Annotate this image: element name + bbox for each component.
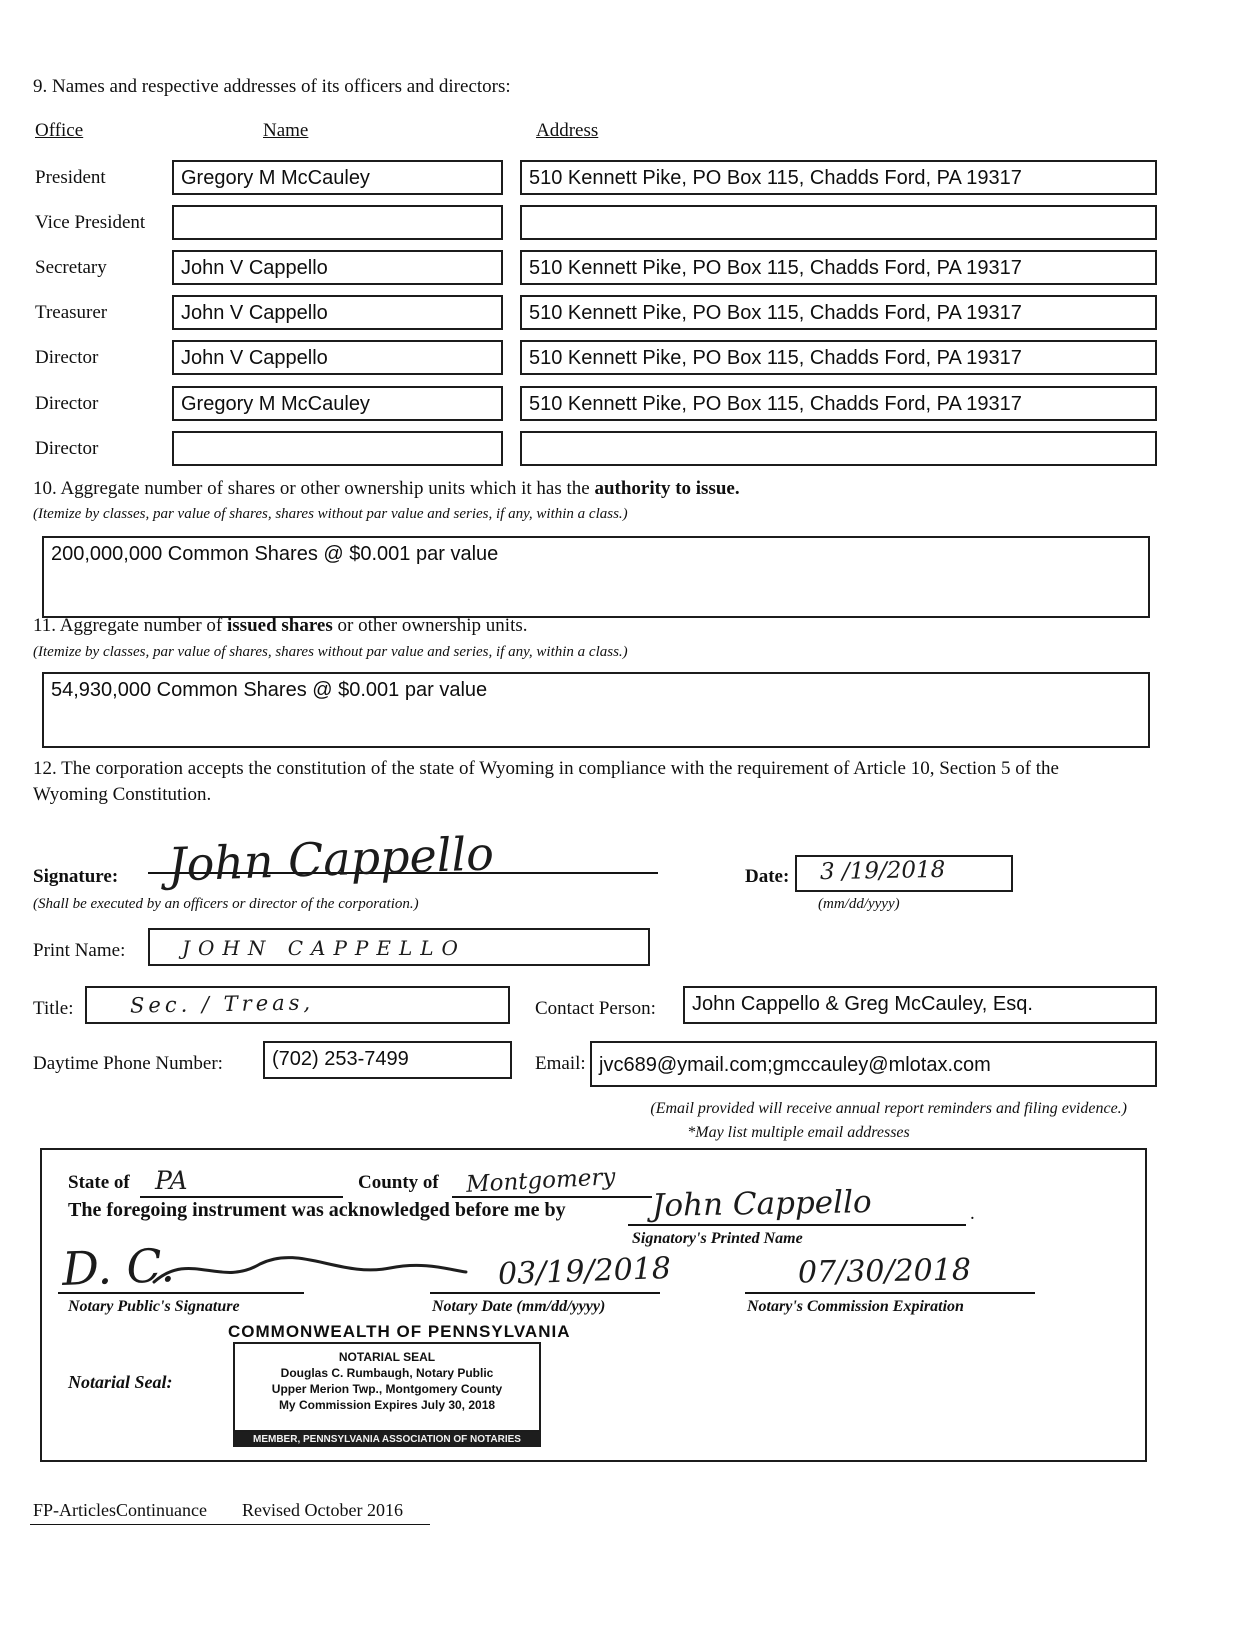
acknowledged-name-handwritten: John Cappello: [651, 1184, 872, 1224]
commonwealth-line: COMMONWEALTH OF PENNSYLVANIA: [228, 1322, 571, 1341]
issued-shares-field: [42, 672, 1150, 748]
signature-handwritten: John Cappello: [167, 826, 495, 892]
officer-office-label: Vice President: [35, 212, 146, 233]
officer-address-value: 510 Kennett Pike, PO Box 115, Chadds Ford, PA 19317: [529, 257, 1022, 279]
seal-line4: My Commission Expires July 30, 2018: [278, 1398, 496, 1412]
officer-name-value: John V Cappello: [181, 347, 328, 369]
officer-address-field: [520, 160, 1157, 195]
acknowledgment-text: The foregoing instrument was acknowledged before me by: [68, 1199, 566, 1221]
officer-address-value: 510 Kennett Pike, PO Box 115, Chadds Ford, PA 19317: [529, 393, 1022, 415]
officer-office-label: Director: [35, 347, 99, 368]
date-label: Date:: [745, 866, 790, 887]
seal-member-strip: MEMBER, PENNSYLVANIA ASSOCIATION OF NOTARIES: [233, 1432, 541, 1447]
acknowledged-name-line: [628, 1224, 966, 1226]
officer-address-value: 510 Kennett Pike, PO Box 115, Chadds Ford, PA 19317: [529, 347, 1022, 369]
signature-note: (Shall be executed by an officers or director of the corporation.): [33, 896, 419, 912]
state-handwritten: PA: [155, 1166, 188, 1195]
seal-line3: Upper Merion Twp., Montgomery County: [271, 1382, 503, 1396]
signature-label: Signature:: [33, 866, 119, 887]
acknowledgment-period: .: [970, 1203, 975, 1224]
officer-address-field: [520, 386, 1157, 421]
notary-signature-scrawl: D. C.: [61, 1238, 176, 1296]
officer-name-value: [174, 207, 501, 213]
column-header-address: Address: [536, 120, 599, 141]
section10-heading-bold: authority to issue.: [594, 478, 740, 499]
county-of-label: County of: [358, 1172, 439, 1193]
date-format-note: (mm/dd/yyyy): [818, 896, 900, 912]
officer-name-field: [172, 250, 503, 285]
officer-name-value: John V Cappello: [181, 302, 328, 324]
section12-text: 12. The corporation accepts the constitution of the state of Wyoming in compliance with the requirement of Article 10, Section 5 of the Wyoming Constitution.: [33, 758, 1059, 805]
email-label: Email:: [535, 1053, 586, 1074]
officer-name-value: [174, 433, 501, 439]
contact-person-label: Contact Person:: [535, 998, 656, 1019]
seal-line2: Douglas C. Rumbaugh, Notary Public: [280, 1366, 494, 1380]
authorized-shares-value: 200,000,000 Common Shares @ $0.001 par value: [51, 543, 499, 565]
officer-office-label: Director: [35, 438, 99, 459]
email-note2: *May list multiple email addresses: [687, 1124, 910, 1141]
section11-heading: [33, 615, 528, 637]
county-handwritten: Montgomery: [465, 1164, 617, 1198]
footer-cut-line: [30, 1524, 430, 1525]
officer-name-value: John V Cappello: [181, 257, 328, 279]
officer-address-value: 510 Kennett Pike, PO Box 115, Chadds Ford, PA 19317: [529, 302, 1022, 324]
officer-name-value: Gregory M McCauley: [181, 167, 370, 189]
officer-address-value: [522, 433, 1155, 439]
phone-label: Daytime Phone Number:: [33, 1053, 223, 1074]
notary-signature-flourish: [150, 1248, 470, 1292]
notarial-seal-label: Notarial Seal:: [68, 1372, 173, 1392]
state-of-label: State of: [68, 1172, 130, 1193]
print-name-label: Print Name:: [33, 940, 126, 961]
officer-address-field: [520, 250, 1157, 285]
column-header-office: Office: [35, 120, 84, 141]
officer-name-field: [172, 295, 503, 330]
notary-signature-line: [58, 1292, 304, 1294]
officer-address-field: [520, 340, 1157, 375]
officer-name-field: [172, 386, 503, 421]
commission-expiration-label: Notary's Commission Expiration: [747, 1298, 964, 1315]
commission-expiration-line: [745, 1292, 1035, 1294]
title-label: Title:: [33, 998, 74, 1019]
title-handwritten: Sec. / Treas,: [129, 990, 315, 1018]
officer-office-label: President: [35, 167, 106, 188]
officer-name-field: [172, 340, 503, 375]
issued-shares-value: 54,930,000 Common Shares @ $0.001 par value: [51, 679, 488, 701]
section11-heading-suffix: or other ownership units.: [332, 615, 528, 636]
notary-seal-stamp: [233, 1342, 541, 1432]
section11-heading-bold: issued shares: [227, 615, 333, 636]
officer-address-field: [520, 431, 1157, 466]
column-header-name: Name: [263, 120, 309, 141]
officer-address-field: [520, 205, 1157, 240]
email-note: (Email provided will receive annual report reminders and filing evidence.): [650, 1100, 1127, 1117]
officer-name-field: [172, 205, 503, 240]
contact-person-field: [683, 986, 1157, 1024]
officer-office-label: Secretary: [35, 257, 107, 278]
email-field: [590, 1041, 1157, 1087]
commission-expiration-handwritten: 07/30/2018: [797, 1252, 972, 1291]
officer-address-value: [522, 207, 1155, 213]
officer-name-value: Gregory M McCauley: [181, 393, 370, 415]
authorized-shares-field: [42, 536, 1150, 618]
notary-signature-label: Notary Public's Signature: [68, 1298, 240, 1315]
section11-heading-prefix: 11. Aggregate number of: [33, 615, 227, 636]
date-handwritten: 3 /19/2018: [819, 856, 946, 886]
footer-form-id: FP-ArticlesContinuance: [33, 1500, 207, 1520]
officer-office-label: Treasurer: [35, 302, 108, 323]
print-name-handwritten: JOHN CAPPELLO: [182, 936, 466, 960]
officer-office-label: Director: [35, 393, 99, 414]
section10-note: (Itemize by classes, par value of shares, shares without par value and series, if any, within a class.): [33, 506, 628, 522]
email-value: jvc689@ymail.com;gmccauley@mlotax.com: [599, 1054, 991, 1076]
phone-field: [263, 1041, 512, 1079]
officer-address-value: 510 Kennett Pike, PO Box 115, Chadds Ford, PA 19317: [529, 167, 1022, 189]
contact-person-value: John Cappello & Greg McCauley, Esq.: [692, 993, 1033, 1015]
phone-value: (702) 253-7499: [272, 1048, 409, 1070]
notary-date-handwritten: 03/19/2018: [497, 1250, 672, 1293]
notary-date-label: Notary Date (mm/dd/yyyy): [432, 1298, 606, 1315]
officer-name-field: [172, 431, 503, 466]
footer-revision: Revised October 2016: [242, 1500, 403, 1520]
section11-note: (Itemize by classes, par value of shares, shares without par value and series, if any, within a class.): [33, 644, 628, 660]
signatory-printed-name-label: Signatory's Printed Name: [632, 1230, 803, 1247]
officer-name-field: [172, 160, 503, 195]
section9-heading: 9. Names and respective addresses of its officers and directors:: [33, 76, 511, 97]
notary-date-line: [430, 1292, 660, 1294]
section10-heading: [33, 478, 740, 500]
seal-line1: NOTARIAL SEAL: [338, 1350, 436, 1364]
officer-address-field: [520, 295, 1157, 330]
state-line: [140, 1196, 343, 1198]
section10-heading-prefix: 10. Aggregate number of shares or other ownership units which it has the: [33, 478, 595, 499]
